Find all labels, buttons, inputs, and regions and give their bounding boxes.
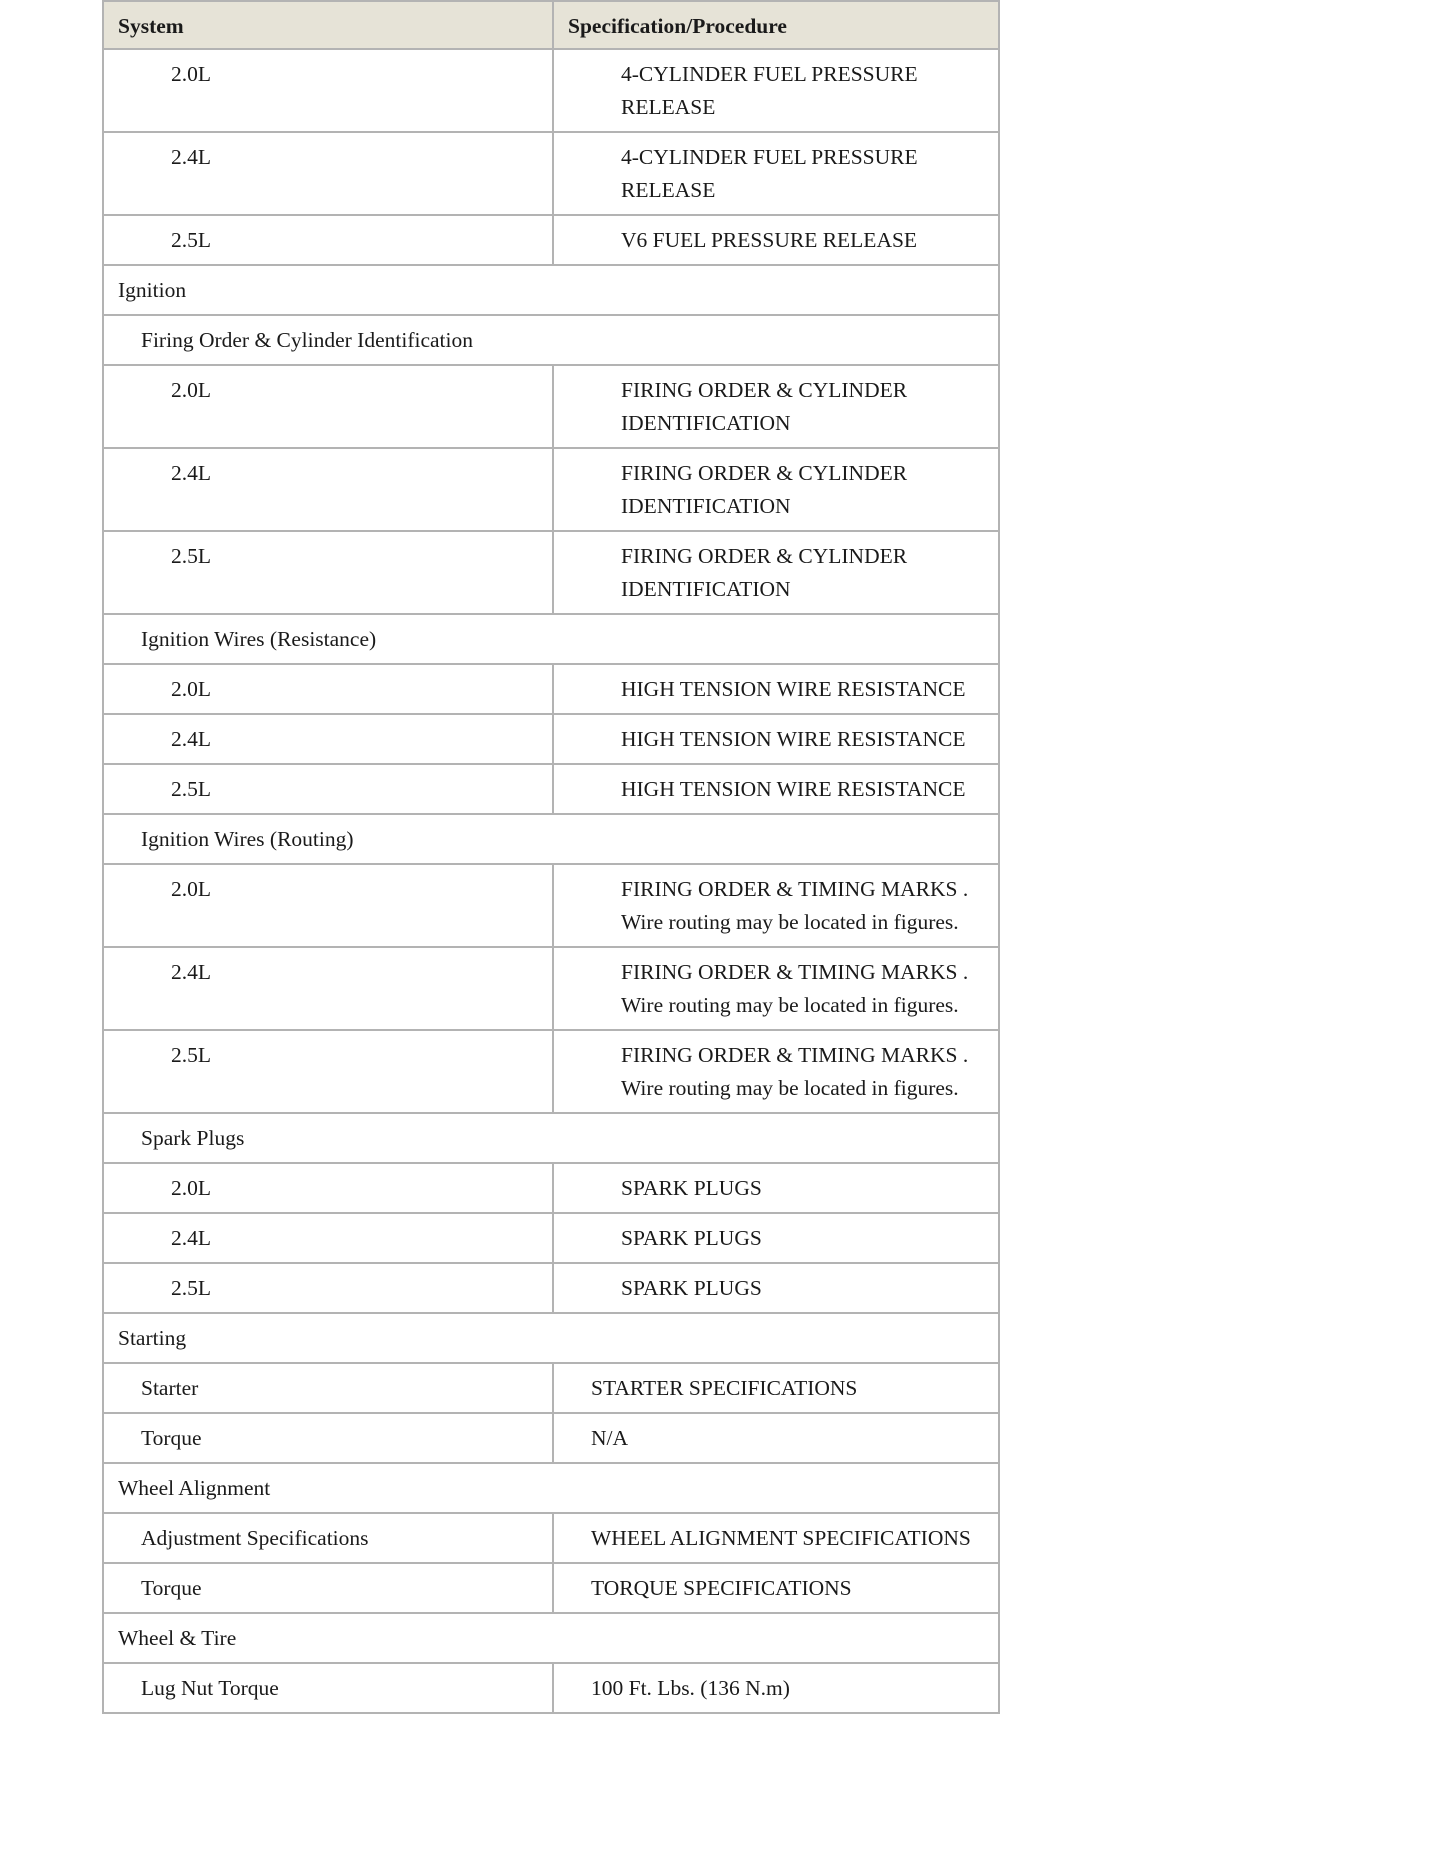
specification-cell: TORQUE SPECIFICATIONS: [553, 1563, 999, 1613]
specification-cell: HIGH TENSION WIRE RESISTANCE: [553, 664, 999, 714]
table-row: [103, 132, 999, 215]
system-cell: 2.0L: [103, 864, 553, 947]
system-cell: 2.4L: [103, 132, 553, 215]
table-group-row: [103, 1313, 999, 1363]
specification-cell: SPARK PLUGS: [553, 1263, 999, 1313]
table-row: [103, 448, 999, 531]
system-cell: 2.0L: [103, 365, 553, 448]
system-cell: 2.5L: [103, 1263, 553, 1313]
table-row: [103, 1413, 999, 1463]
table-row: [103, 1163, 999, 1213]
system-cell: 2.4L: [103, 947, 553, 1030]
specifications-table: [102, 0, 1000, 1714]
specification-cell: 4-CYLINDER FUEL PRESSURE RELEASE: [553, 49, 999, 132]
system-cell: Adjustment Specifications: [103, 1513, 553, 1563]
specification-cell: 100 Ft. Lbs. (136 N.m): [553, 1663, 999, 1713]
system-cell: 2.5L: [103, 1030, 553, 1113]
system-cell: Lug Nut Torque: [103, 1663, 553, 1713]
system-cell: 2.5L: [103, 764, 553, 814]
system-cell: Torque: [103, 1413, 553, 1463]
table-row: [103, 947, 999, 1030]
table-row: [103, 864, 999, 947]
group-label: Spark Plugs: [103, 1113, 999, 1163]
specification-cell: FIRING ORDER & TIMING MARKS . Wire routing may be located in figures.: [553, 947, 999, 1030]
table-row: [103, 1563, 999, 1613]
header-row: [103, 1, 999, 49]
table-group-row: [103, 265, 999, 315]
system-cell: Starter: [103, 1363, 553, 1413]
table-header: [103, 1, 999, 49]
specification-cell: SPARK PLUGS: [553, 1213, 999, 1263]
specification-cell: SPARK PLUGS: [553, 1163, 999, 1213]
system-cell: Torque: [103, 1563, 553, 1613]
table-body: [103, 49, 999, 1713]
column-header-system: System: [103, 1, 553, 49]
specification-cell: FIRING ORDER & TIMING MARKS . Wire routing may be located in figures.: [553, 1030, 999, 1113]
system-cell: 2.5L: [103, 215, 553, 265]
specification-cell: FIRING ORDER & TIMING MARKS . Wire routing may be located in figures.: [553, 864, 999, 947]
system-cell: 2.5L: [103, 531, 553, 614]
system-cell: 2.4L: [103, 714, 553, 764]
specification-cell: FIRING ORDER & CYLINDER IDENTIFICATION: [553, 365, 999, 448]
system-cell: 2.4L: [103, 448, 553, 531]
specification-cell: N/A: [553, 1413, 999, 1463]
system-cell: 2.0L: [103, 1163, 553, 1213]
specification-cell: HIGH TENSION WIRE RESISTANCE: [553, 764, 999, 814]
group-label: Starting: [103, 1313, 999, 1363]
table-group-row: [103, 1463, 999, 1513]
table-row: [103, 215, 999, 265]
specification-cell: FIRING ORDER & CYLINDER IDENTIFICATION: [553, 448, 999, 531]
group-label: Wheel Alignment: [103, 1463, 999, 1513]
group-label: Ignition: [103, 265, 999, 315]
group-label: Ignition Wires (Routing): [103, 814, 999, 864]
group-label: Firing Order & Cylinder Identification: [103, 315, 999, 365]
specification-cell: 4-CYLINDER FUEL PRESSURE RELEASE: [553, 132, 999, 215]
system-cell: 2.0L: [103, 664, 553, 714]
specification-cell: WHEEL ALIGNMENT SPECIFICATIONS: [553, 1513, 999, 1563]
table-row: [103, 1663, 999, 1713]
table-group-row: [103, 1113, 999, 1163]
group-label: Ignition Wires (Resistance): [103, 614, 999, 664]
group-label: Wheel & Tire: [103, 1613, 999, 1663]
table-row: [103, 764, 999, 814]
specification-cell: V6 FUEL PRESSURE RELEASE: [553, 215, 999, 265]
table-group-row: [103, 315, 999, 365]
table-row: [103, 1030, 999, 1113]
table-row: [103, 1513, 999, 1563]
table-row: [103, 531, 999, 614]
table-group-row: [103, 1613, 999, 1663]
specification-cell: FIRING ORDER & CYLINDER IDENTIFICATION: [553, 531, 999, 614]
specification-cell: STARTER SPECIFICATIONS: [553, 1363, 999, 1413]
specification-cell: HIGH TENSION WIRE RESISTANCE: [553, 714, 999, 764]
table-row: [103, 1263, 999, 1313]
table-row: [103, 365, 999, 448]
column-header-specification: Specification/Procedure: [553, 1, 999, 49]
system-cell: 2.0L: [103, 49, 553, 132]
table-row: [103, 1363, 999, 1413]
table-row: [103, 1213, 999, 1263]
table-group-row: [103, 614, 999, 664]
table-group-row: [103, 814, 999, 864]
table-row: [103, 49, 999, 132]
table-row: [103, 714, 999, 764]
system-cell: 2.4L: [103, 1213, 553, 1263]
table-row: [103, 664, 999, 714]
